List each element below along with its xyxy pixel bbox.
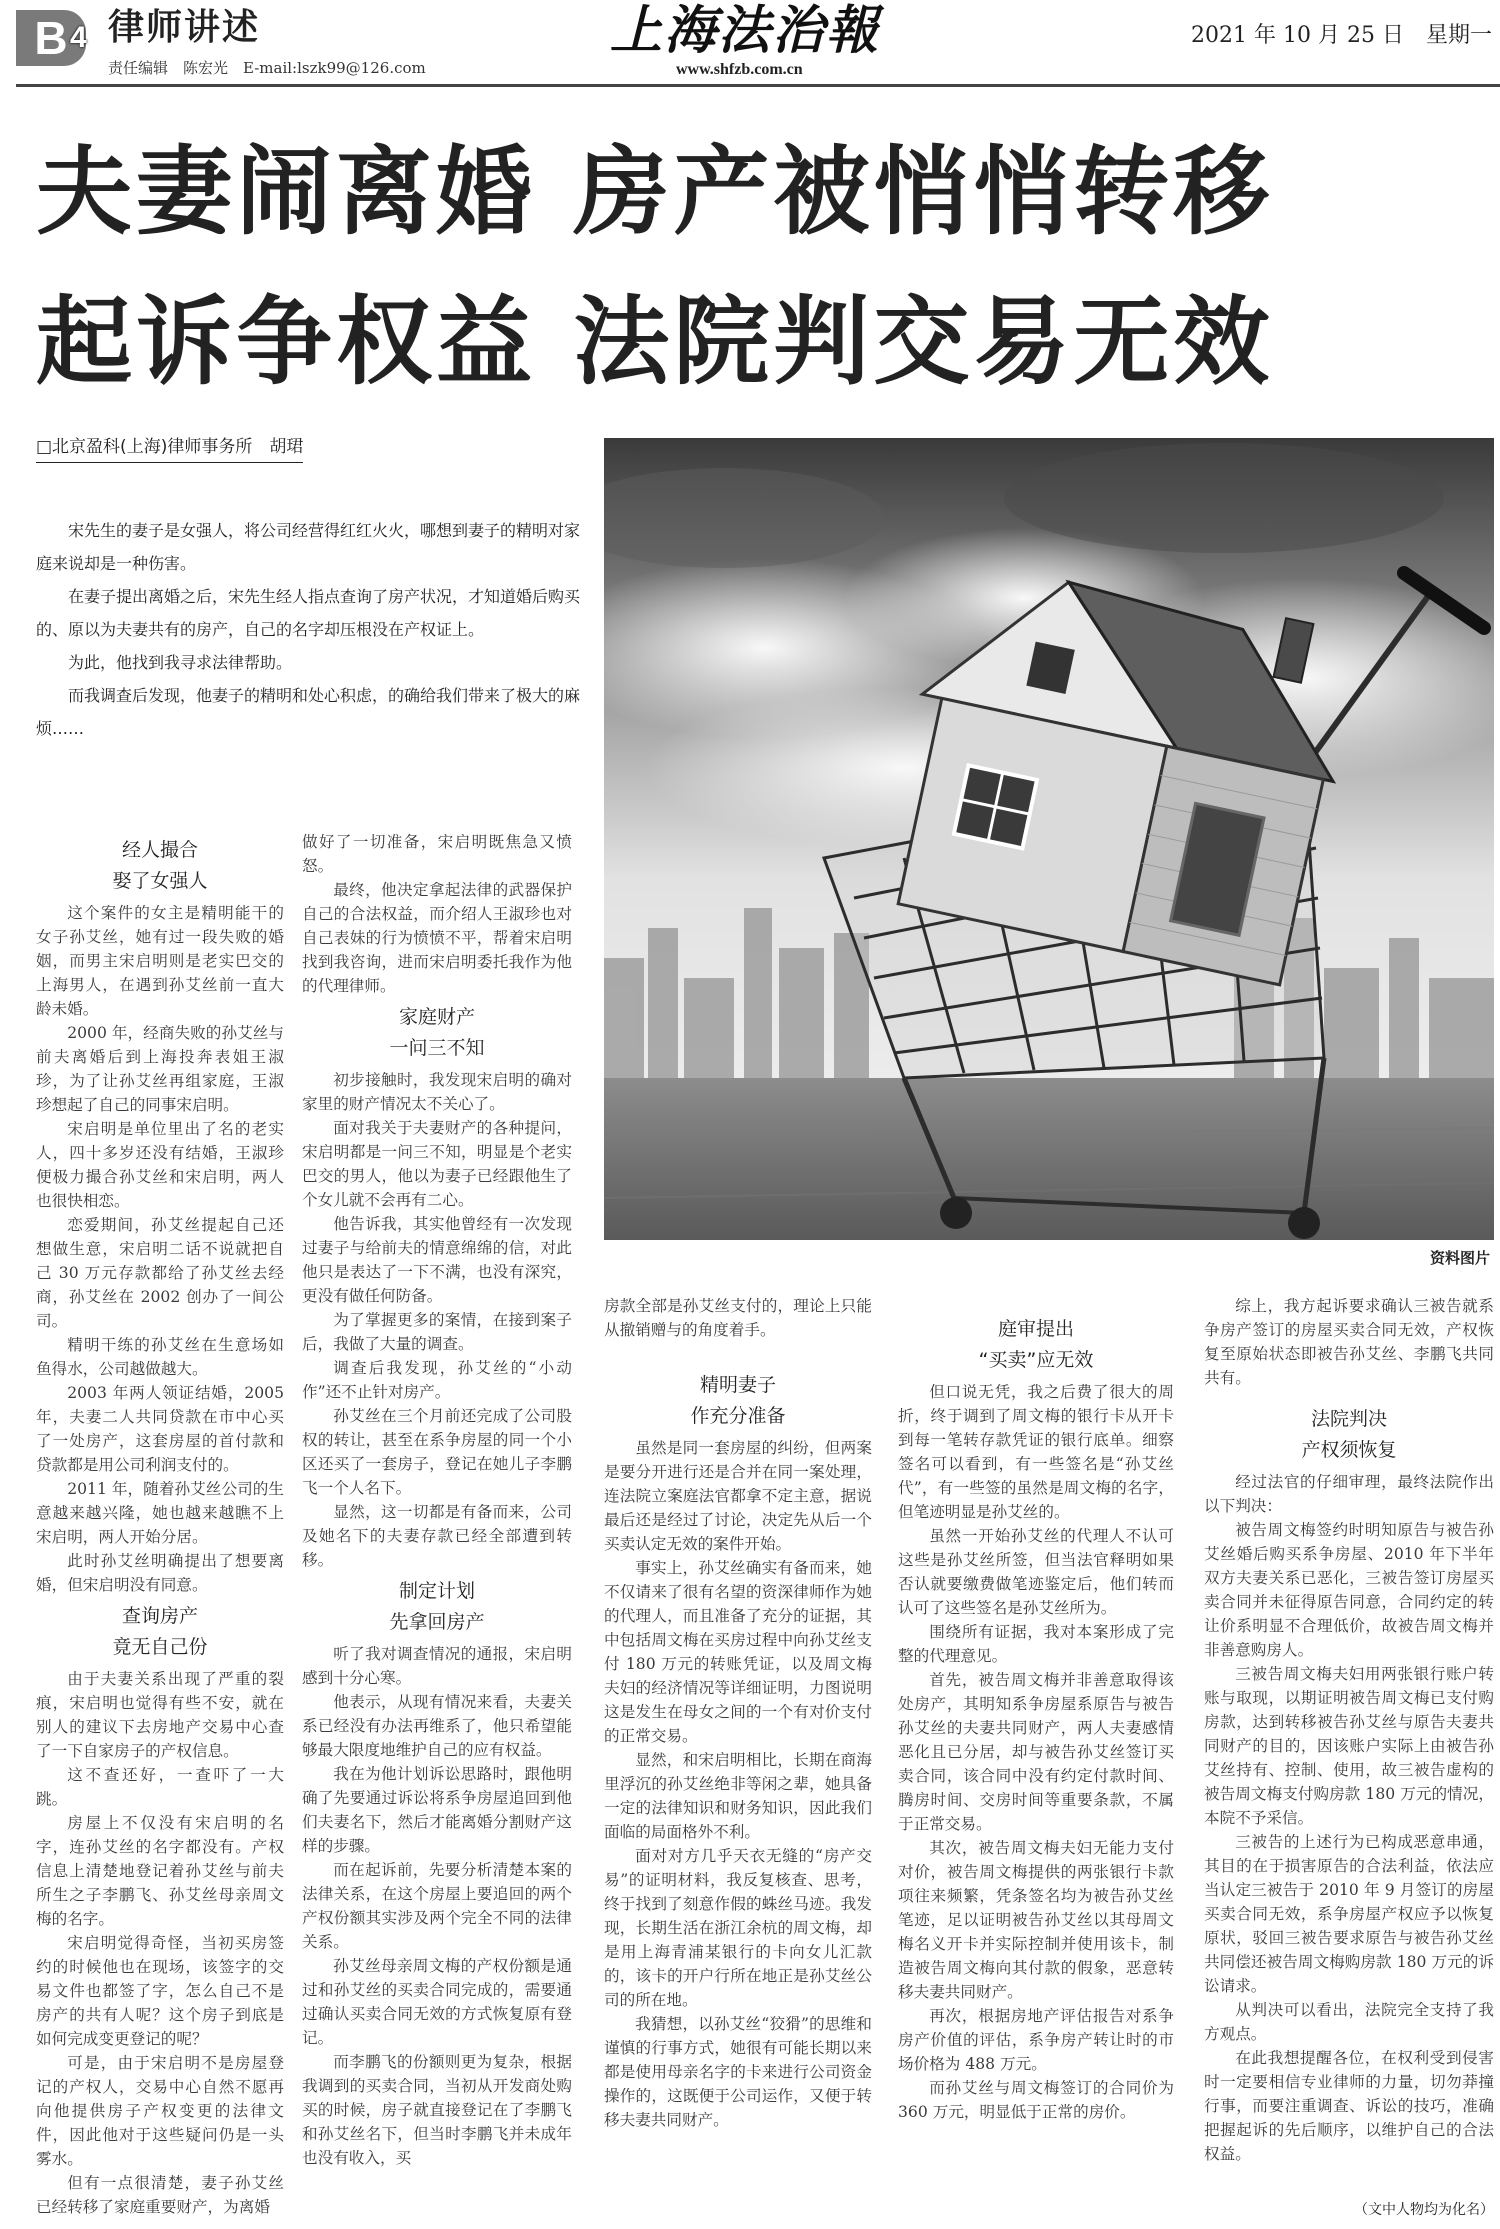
byline: □北京盈科(上海)律师事务所 胡珺 xyxy=(36,436,303,463)
body-paragraph: 在此我想提醒各位，在权利受到侵害时一定要相信专业律师的力量，切勿莽撞行事，而要注重调查、诉讼的技巧，准确把握起诉的先后顺序，以维护自己的合法权益。 xyxy=(1204,2049,1494,2163)
body-paragraph: 被告周文梅签约时明知原告与被告孙艾丝婚后购买系争房屋、2010 年下半年双方夫妻关系已恶化，三被告签订房屋买卖合同并未征得原告同意，合同约定的转让价系明显不合理低价，故被告周文梅并非善意购房人。 xyxy=(1204,1521,1494,1659)
body-paragraph: 三被告周文梅夫妇用两张银行账户转账与取现，以期证明被告周文梅已支付购房款，达到转移被告孙艾丝与原告夫妻共同财产的目的，因该账户实际上由被告孙艾丝持有、控制、使用，故三被告虚构的被告周文梅支付购房款 180 万元的情况，本院不予采信。 xyxy=(1204,1665,1494,1827)
body-paragraph: 但口说无凭，我之后费了很大的周折，终于调到了周文梅的银行卡从开卡到每一笔转存款凭证的银行底单。细察签名可以看到，有一些签名是“孙艾丝代”，有一些签的虽然是周文梅的名字，但笔迹明显是孙艾丝的。 xyxy=(898,1383,1174,1521)
newspaper-url: www.shfzb.com.cn xyxy=(676,61,803,78)
page-letter: B xyxy=(16,10,86,66)
subheading-line: 先拿回房产 xyxy=(389,1611,485,1633)
body-paragraph: 2011 年，随着孙艾丝公司的生意越来越兴隆，她也越来越瞧不上宋启明，两人开始分居。 xyxy=(36,1480,284,1546)
subheading-line: 一问三不知 xyxy=(389,1037,485,1059)
subheading-line: 竟无自己份 xyxy=(112,1636,208,1658)
article-column-1 xyxy=(36,835,284,2219)
headline-line-1: 夫妻闹离婚 房产被悄悄转移 xyxy=(36,136,1274,248)
subheading-line: 制定计划 xyxy=(398,1580,475,1602)
subheading-line: 法院判决 xyxy=(1310,1408,1387,1430)
subheading-line: “买卖”应无效 xyxy=(978,1349,1094,1371)
body-paragraph: 孙艾丝在三个月前还完成了公司股权的转让，甚至在系争房屋的同一个小区还买了一套房子，登记在她儿子李鹏飞一个人名下。 xyxy=(302,1407,572,1497)
headline-line-2: 起诉争权益 法院判交易无效 xyxy=(36,286,1274,398)
body-paragraph: 再次，根据房地产评估报告对系争房产价值的评估，系争房产转让时的市场价格为 488 万元。 xyxy=(898,2007,1174,2073)
header-divider xyxy=(16,84,1500,87)
body-paragraph: 虽然是同一套房屋的纠纷，但两案是要分开进行还是合并在同一案处理，连法院立案庭法官都拿不定主意，据说最后还是经过了讨论，决定先从后一个买卖认定无效的案件开始。 xyxy=(604,1439,872,1553)
body-paragraph: 而在起诉前，先要分析清楚本案的法律关系，在这个房屋上要追回的两个产权份额其实涉及两个完全不同的法律关系。 xyxy=(302,1861,572,1951)
body-paragraph: 调查后我发现，孙艾丝的“小动作”还不止针对房产。 xyxy=(302,1359,572,1401)
subheading-line: 娶了女强人 xyxy=(112,870,208,892)
issue-date: 2021 年 10 月 25 日 星期一 xyxy=(1191,23,1492,48)
intro-paragraph: 为此，他找到我寻求法律帮助。 xyxy=(68,653,293,672)
body-paragraph: 虽然一开始孙艾丝的代理人不认可这些是孙艾丝所签，但当法官释明如果否认就要缴费做笔迹鉴定后，他们转而认可了这些签名是孙艾丝所为。 xyxy=(898,1527,1174,1617)
body-paragraph: 由于夫妻关系出现了严重的裂痕，宋启明也觉得有些不安，就在别人的建议下去房地产交易中心查了一下自家房子的产权信息。 xyxy=(36,1670,284,1760)
body-paragraph: 做好了一切准备，宋启明既焦急又愤怒。 xyxy=(302,833,572,875)
subheading-line: 家庭财产 xyxy=(398,1006,475,1028)
body-paragraph: 这个案件的女主是精明能干的女子孙艾丝，她有过一段失败的婚姻，而男主宋启明则是老实巴交的上海男人，在遇到孙艾丝前一直大龄未婚。 xyxy=(36,904,284,1018)
newspaper-masthead: 上海法治報 xyxy=(610,0,881,61)
body-paragraph: 房款全部是孙艾丝支付的，理论上只能从撤销赠与的角度着手。 xyxy=(604,1297,872,1339)
body-paragraph: 此时孙艾丝明确提出了想要离婚，但宋启明没有同意。 xyxy=(36,1552,284,1594)
body-paragraph: 显然，这一切都是有备而来，公司及她名下的夫妻存款已经全部遭到转移。 xyxy=(302,1503,572,1569)
subheading xyxy=(36,1601,284,1663)
body-paragraph: 宋启明觉得奇怪，当初买房签约的时候他也在现场，该签字的交易文件也都签了字，怎么自己不是房产的共有人呢？这个房子到底是如何完成变更登记的呢？ xyxy=(36,1934,284,2048)
body-paragraph: 经过法官的仔细审理，最终法院作出以下判决： xyxy=(1204,1473,1494,1515)
body-paragraph: 我猜想，以孙艾丝“狡猾”的思维和谨慎的行事方式，她很有可能长期以来都是使用母亲名字的卡来进行公司资金操作的，这既便于公司运作，又便于转移夫妻共同财产。 xyxy=(604,2015,872,2129)
body-paragraph: 可是，由于宋启明不是房屋登记的产权人，交易中心自然不愿再向他提供房子产权变更的法律文件，因此他对于这些疑问仍是一头雾水。 xyxy=(36,2054,284,2168)
article-column-2 xyxy=(302,830,572,2170)
body-paragraph: 三被告的上述行为已构成恶意串通，其目的在于损害原告的合法利益，依法应当认定三被告于 2010 年 9 月签订的房屋买卖合同无效，系争房屋产权应予以恢复原状，驳回三被告要求原告与被告孙艾丝共同偿还被告周文梅购房款 180 万元的诉讼请求。 xyxy=(1204,1833,1494,1995)
body-paragraph: 听了我对调查情况的通报，宋启明感到十分心寒。 xyxy=(302,1645,572,1687)
body-paragraph: 孙艾丝母亲周文梅的产权份额是通过和孙艾丝的买卖合同完成的，需要通过确认买卖合同无效的方式恢复原有登记。 xyxy=(302,1957,572,2047)
body-paragraph: 我在为他计划诉讼思路时，跟他明确了先要通过诉讼将系争房屋追回到他们夫妻名下，然后才能离婚分割财产这样的步骤。 xyxy=(302,1765,572,1855)
body-paragraph: 从判决可以看出，法院完全支持了我方观点。 xyxy=(1204,2001,1494,2043)
article-column-4 xyxy=(898,1310,1174,2124)
body-paragraph: 他表示，从现有情况来看，夫妻关系已经没有办法再维系了，他只希望能够最大限度地维护自己的应有权益。 xyxy=(302,1693,572,1759)
body-paragraph: 面对对方几乎天衣无缝的“房产交易”的证明材料，我反复核查、思考，终于找到了刻意作假的蛛丝马迹。我发现，长期生活在浙江余杭的周文梅，却是用上海青浦某银行的卡向女儿汇款的，该卡的开户行所在地正是孙艾丝公司的所在地。 xyxy=(604,1847,872,2009)
body-paragraph: 宋启明是单位里出了名的老实人，四十多岁还没有结婚，王淑珍便极力撮合孙艾丝和宋启明，两人也很快相恋。 xyxy=(36,1120,284,1210)
intro-paragraph: 在妻子提出离婚之后，宋先生经人指点查询了房产状况，才知道婚后购买的、原以为夫妻共有的房产，自己的名字却压根没在产权证上。 xyxy=(36,587,581,639)
body-paragraph: 面对我关于夫妻财产的各种提问，宋启明都是一问三不知，明显是个老实巴交的男人，他以为妻子已经跟他生了个女儿就不会再有二心。 xyxy=(302,1119,572,1209)
subheading-line: 精明妻子 xyxy=(699,1374,776,1396)
body-paragraph: 围绕所有证据，我对本案形成了完整的代理意见。 xyxy=(898,1623,1174,1665)
page-number: 4 xyxy=(70,21,87,54)
body-paragraph: 综上，我方起诉要求确认三被告就系争房产签订的房屋买卖合同无效，产权恢复至原始状态即被告孙艾丝、李鹏飞共同共有。 xyxy=(1204,1297,1494,1387)
page-header xyxy=(0,0,1500,88)
page-number-badge xyxy=(16,8,112,66)
intro-paragraph: 宋先生的妻子是女强人，将公司经营得红红火火，哪想到妻子的精明对家庭来说却是一种伤害。 xyxy=(36,521,581,573)
editor-credit: 责任编辑 陈宏光 E-mail:lszk99@126.com xyxy=(108,59,426,77)
body-paragraph: 最终，他决定拿起法律的武器保护自己的合法权益，而介绍人王淑珍也对自己表妹的行为愤愤不平，帮着宋启明找到我咨询，进而宋启明委托我作为他的代理律师。 xyxy=(302,881,572,995)
subheading-line: 庭审提出 xyxy=(997,1318,1074,1340)
subheading-line: 查询房产 xyxy=(121,1605,198,1627)
body-paragraph: 而李鹏飞的份额则更为复杂，根据我调到的买卖合同，当初从开发商处购买的时候，房子就直接登记在了李鹏飞和孙艾丝名下，但当时李鹏飞并未成年也没有收入，买 xyxy=(302,2053,572,2167)
intro-summary xyxy=(36,514,586,745)
subheading-line: 经人撮合 xyxy=(121,839,198,861)
subheading xyxy=(604,1370,872,1432)
body-paragraph: 为了掌握更多的案情，在接到案子后，我做了大量的调查。 xyxy=(302,1311,572,1353)
body-paragraph: 2000 年，经商失败的孙艾丝与前夫离婚后到上海投奔表姐王淑珍，为了让孙艾丝再组家庭，王淑珍想起了自己的同事宋启明。 xyxy=(36,1024,284,1114)
intro-paragraph: 而我调查后发现，他妻子的精明和处心积虑，的确给我们带来了极大的麻烦…… xyxy=(36,686,581,738)
body-paragraph: 事实上，孙艾丝确实有备而来，她不仅请来了很有名望的资深律师作为她的代理人，而且准备了充分的证据，其中包括周文梅在买房过程中向孙艾丝支付 180 万元的转账凭证，以及周文梅夫妇的经济情况等详细证明，力图说明这是发生在母女之间的一个有对价支付的正常交易。 xyxy=(604,1559,872,1745)
body-paragraph: 这不查还好，一查吓了一大跳。 xyxy=(36,1766,284,1808)
body-paragraph: 恋爱期间，孙艾丝提起自己还想做生意，宋启明二话不说就把自己 30 万元存款都给了孙艾丝去经商，孙艾丝在 2002 创办了一间公司。 xyxy=(36,1216,284,1330)
body-paragraph: 精明干练的孙艾丝在生意场如鱼得水，公司越做越大。 xyxy=(36,1336,284,1378)
article-column-3 xyxy=(604,1294,872,2132)
house-in-shopping-cart-photo xyxy=(604,438,1494,1240)
photo-credit: 资料图片 xyxy=(1429,1249,1490,1267)
body-paragraph: 初步接触时，我发现宋启明的确对家里的财产情况太不关心了。 xyxy=(302,1071,572,1113)
body-paragraph: 首先，被告周文梅并非善意取得该处房产，其明知系争房屋系原告与被告孙艾丝的夫妻共同财产，两人夫妻感情恶化且已分居，却与被告孙艾丝签订买卖合同，该合同中没有约定付款时间、腾房时间、交房时间等重要条款，不属于正常交易。 xyxy=(898,1671,1174,1833)
body-paragraph: 而孙艾丝与周文梅签订的合同价为 360 万元，明显低于正常的房价。 xyxy=(898,2079,1174,2121)
body-paragraph: 其次，被告周文梅夫妇无能力支付对价，被告周文梅提供的两张银行卡款项往来频繁，凭条签名均为被告孙艾丝笔迹，足以证明被告孙艾丝以其母周文梅名义开卡并实际控制并使用该卡，制造被告周文梅向其付款的假象，恶意转移夫妻共同财产。 xyxy=(898,1839,1174,2001)
subheading-line: 作充分准备 xyxy=(690,1405,786,1427)
subheading xyxy=(302,1576,572,1638)
subheading-line: 产权须恢复 xyxy=(1301,1439,1397,1461)
subheading xyxy=(898,1314,1174,1376)
body-paragraph: 但有一点很清楚，妻子孙艾丝已经转移了家庭重要财产，为离婚 xyxy=(36,2174,284,2216)
subheading xyxy=(302,1002,572,1064)
subheading xyxy=(36,835,284,897)
body-paragraph: 房屋上不仅没有宋启明的名字，连孙艾丝的名字都没有。产权信息上清楚地登记着孙艾丝与前夫所生之子李鹏飞、孙艾丝母亲周文梅的名字。 xyxy=(36,1814,284,1928)
article-column-5 xyxy=(1204,1294,1494,2166)
subheading xyxy=(1204,1404,1494,1466)
section-title: 律师讲述 xyxy=(108,7,261,48)
body-paragraph: 2003 年两人领证结婚，2005 年，夫妻二人共同贷款在市中心买了一处房产，这套房屋的首付款和贷款都是用公司利润支付的。 xyxy=(36,1384,284,1474)
body-paragraph: 他告诉我，其实他曾经有一次发现过妻子与给前夫的情意绵绵的信，对此他只是表达了一下不满，也没有深究，更没有做任何防备。 xyxy=(302,1215,572,1305)
pseudonym-note: （文中人物均为化名） xyxy=(1354,2202,1494,2218)
body-paragraph: 显然，和宋启明相比，长期在商海里浮沉的孙艾丝绝非等闲之辈，她具备一定的法律知识和财务知识，因此我们面临的局面格外不利。 xyxy=(604,1751,872,1841)
